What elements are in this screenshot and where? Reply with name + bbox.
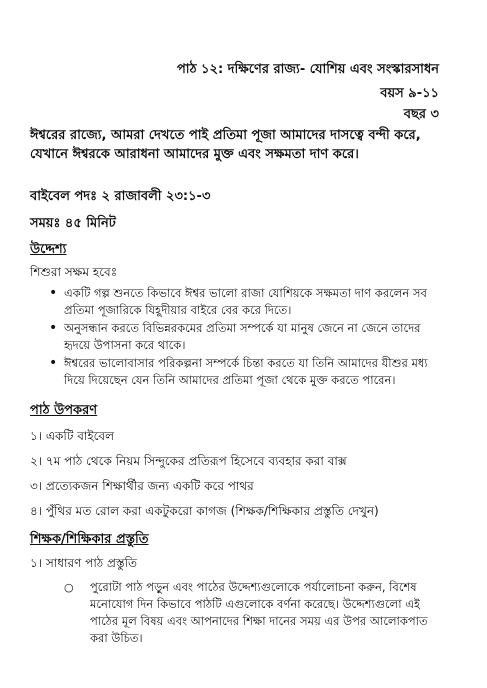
- list-item: ১। একটি বাইবেল: [30, 429, 115, 443]
- prep-subheading: ১। সাধারণ পাঠ প্রস্তুতি: [30, 556, 138, 570]
- lesson-intro: ঈশ্বরের রাজ্যে, আমরা দেখতে পাই প্রতিমা পূজা আমাদের দাসত্বে বন্দী করে, যেখানে ঈশ্বরকে আরাধনা আমাদের মুক্ত এবং সক্ষমতা দাণ করে।: [30, 128, 421, 162]
- duration: সময়ঃ ৪৫ মিনিট: [30, 216, 116, 231]
- list-item: • ঈশ্বরের ভালোবাসার পরিকল্পনা সম্পর্কে চিন্তা করতে যা তিনি আমাদের যীশুর মধ্য দিয়ে দিয়েছেন যেন তিনি আমাদের প্রতিমা পূজা থেকে মুক্ত করতে পারেন।: [30, 355, 447, 389]
- teacher-prep-heading: শিক্ষক/শিক্ষিকার প্রস্তুতি: [30, 532, 149, 547]
- year-label: বছর ৩: [403, 107, 439, 122]
- age-range: বয়স ৯-১১: [380, 86, 439, 101]
- objectives-lead: শিশুরা সক্ষম হবেঃ: [30, 265, 118, 279]
- bible-passage: বাইবেল পদঃ ২ রাজাবলী ২৩:১-৩: [30, 189, 211, 204]
- materials-heading: পাঠ উপকরণ: [30, 403, 98, 418]
- list-item: ২। ৭ম পাঠ থেকে নিয়ম সিন্দুকের প্রতিরূপ হিসেবে ব্যবহার করা বাক্স: [30, 454, 347, 468]
- list-item: • অনুসন্ধান করতে বিভিন্নরকমের প্রতিমা সম্পর্কে যা মানুষ জেনে না জেনে তাদের হৃদয়ে উপাসনা করে থাকে।: [30, 320, 447, 354]
- lesson-title: পাঠ ১২: দক্ষিণের রাজ্য- যোশিয় এবং সংস্কারসাধন: [176, 62, 439, 77]
- list-item: • একটি গল্প শুনতে কিভাবে ঈশ্বর ভালো রাজা যোশিয়কে সক্ষমতা দাণ করলেন সব প্রতিমা পূজারিকে যিহূদীয়ার বাইরে বের করে দিতে।: [30, 285, 447, 319]
- objectives-list: [30, 285, 447, 390]
- list-item: ৩। প্রত্যেকজন শিক্ষার্থীর জন্য একটি করে পাথর: [30, 479, 254, 493]
- list-item: ৪। পুঁথির মত রোল করা একটুকরো কাগজ (শিক্ষক/শিক্ষিকার প্রস্তুতি দেখুন): [30, 504, 379, 518]
- objectives-heading: উদ্দেশ্য: [30, 242, 67, 257]
- prep-list: [30, 579, 447, 647]
- list-item: ○ পুরোটা পাঠ পড়ুন এবং পাঠের উদ্দেশ্যগুলোকে পর্যালোচনা করুন, বিশেষ মনোযোগ দিন কিভাবে পাঠটি এগুলোকে বর্ণনা করেছে। উদ্দেশ্যগুলো এই পাঠের মূল বিষয় এবং আপনাদের শিক্ষা দানের সময় এর উপর আলোকপাত করা উচিত।: [30, 579, 447, 647]
